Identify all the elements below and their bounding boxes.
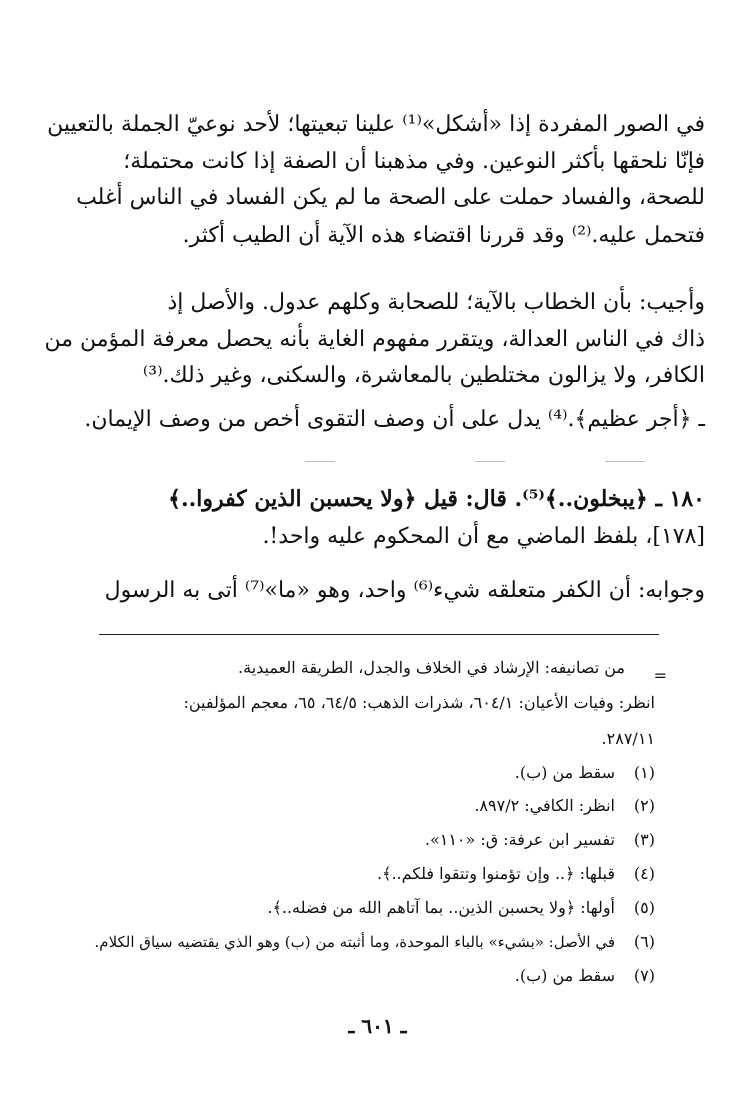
footnote-number: (٢) bbox=[633, 796, 655, 815]
body-line: [١٧٨]، بلفظ الماضي مع أن المحكوم عليه واحد!. bbox=[262, 524, 705, 549]
footnote-number: (٧) bbox=[633, 966, 655, 985]
footnote-text: ٢٨٧/١١. bbox=[601, 729, 655, 748]
body-line: ذاك في الناس العدالة، ويتقرر مفهوم الغاية بأنه يحصل معرفة المؤمن من bbox=[44, 327, 705, 352]
faint-dash bbox=[305, 461, 335, 462]
footnote-number: (٣) bbox=[633, 830, 655, 849]
footnote-text: سقط من (ب). bbox=[514, 966, 615, 985]
footnote-separator bbox=[99, 634, 659, 635]
footnote-number: (٥) bbox=[633, 898, 655, 917]
footnote-text: في الأصل: «بشيء» بالباء الموحدة، وما أثبته من (ب) وهو الذي يقتضيه سياق الكلام. bbox=[94, 933, 615, 951]
body-line: وجوابه: أن الكفر متعلقه شيء⁽⁶⁾ واحد، وهو «ما»⁽⁷⁾ أتى به الرسول bbox=[104, 578, 705, 603]
footnote-text: من تصانيفه: الإرشاد في الخلاف والجدل، الطريقة العميدية. bbox=[238, 658, 625, 677]
faint-dash bbox=[475, 461, 505, 462]
footnote-text: قبلها: ﴿.. وإن تؤمنوا وتتقوا فلكم..﴾. bbox=[376, 864, 615, 883]
footnote-number: (٦) bbox=[633, 932, 655, 951]
footnote-number: (١) bbox=[633, 763, 655, 782]
body-line: في الصور المفردة إذا «أشكل»⁽¹⁾ علينا تبعيتها؛ لأحد نوعيّ الجملة بالتعيين bbox=[47, 112, 705, 137]
body-line: الكافر، ولا يزالون مختلطين بالمعاشرة، والسكنى، وغير ذلك.⁽³⁾ bbox=[142, 363, 705, 388]
body-line: للصحة، والفساد حملت على الصحة ما لم يكن الفساد في الناس أغلب bbox=[76, 185, 705, 210]
body-line: وأجيب: بأن الخطاب بالآية؛ للصحابة وكلهم عدول. والأصل إذ bbox=[167, 290, 705, 315]
body-line: فتحمل عليه.⁽²⁾ وقد قررنا اقتضاء هذه الآية أن الطيب أكثر. bbox=[182, 223, 705, 248]
footnote-number: (٤) bbox=[633, 864, 655, 883]
footnote-text: انظر: الكافي: ٨٩٧/٢. bbox=[474, 796, 615, 815]
footnote-text: تفسير ابن عرفة: ق: «١١٠». bbox=[424, 830, 615, 849]
footnote-text: أولها: ﴿ولا يحسبن الذين.. بما آتاهم الله من فضله..﴾. bbox=[267, 898, 615, 917]
footnote-text: سقط من (ب). bbox=[514, 763, 615, 782]
body-line: ـ ﴿أجر عظيم﴾.⁽⁴⁾ يدل على أن وصف التقوى أخص من وصف الإيمان. bbox=[84, 407, 705, 432]
page-number: ـ ٦٠١ ـ bbox=[348, 1014, 407, 1038]
footnote-text: انظر: وفيات الأعيان: ٦٠٤/١، شذرات الذهب: ٦٤/٥، ٦٥، معجم المؤلفين: bbox=[183, 693, 655, 712]
body-line: فإنّا نلحقها بأكثر النوعين. وفي مذهبنا أن الصفة إذا كانت محتملة؛ bbox=[123, 149, 705, 174]
verse-heading-line: ١٨٠ ـ ﴿يبخلون..﴾⁽⁵⁾. قال: قيل ﴿ولا يحسبن الذين كفروا..﴾ bbox=[168, 486, 705, 512]
faint-dash bbox=[605, 461, 645, 462]
footnote-marker: = bbox=[653, 666, 667, 685]
